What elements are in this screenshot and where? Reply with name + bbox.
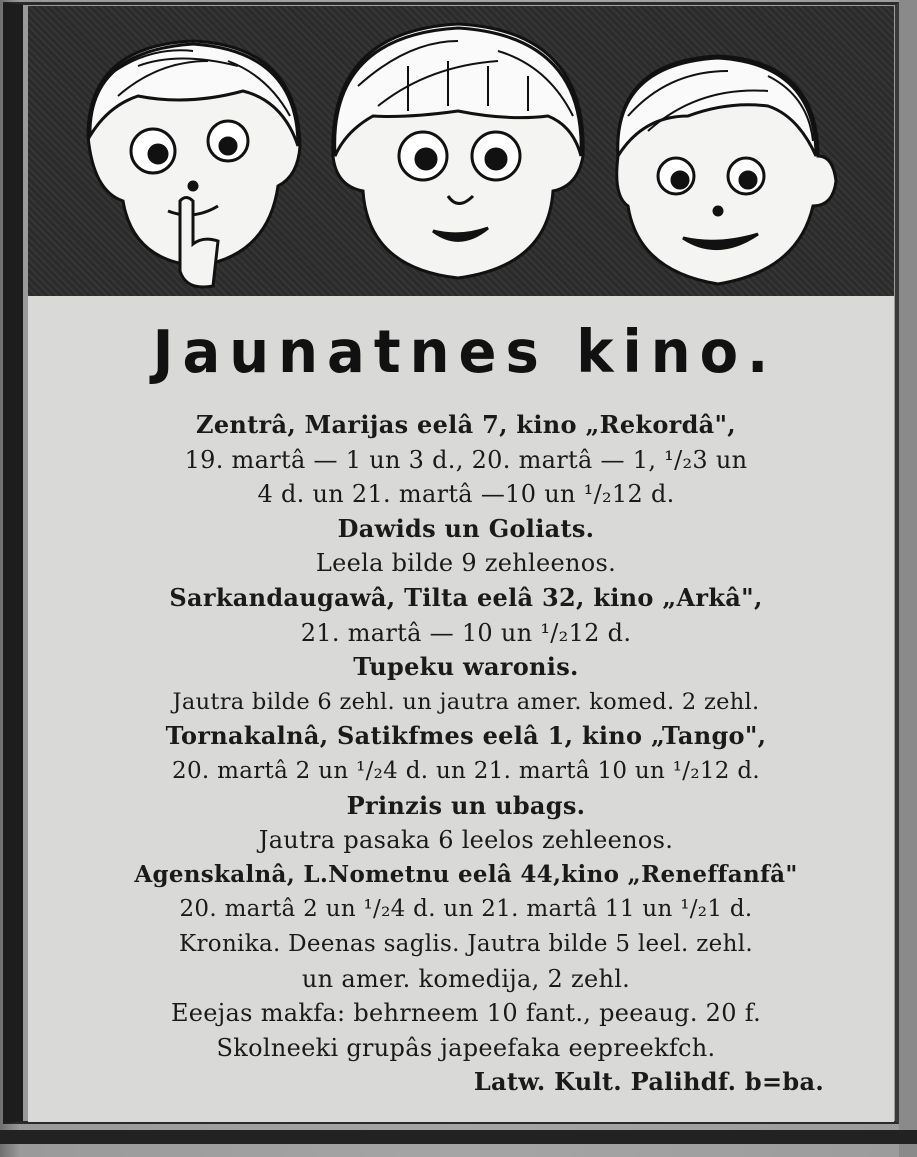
venue-line: Tornakalnâ, Satikfmes eelâ 1, kino „Tango", bbox=[165, 721, 767, 751]
boy-face-right bbox=[617, 56, 836, 284]
schedule-line: 20. martâ 2 un ¹/₂4 d. un 21. martâ 10 un ¹/₂12 d. bbox=[172, 757, 760, 784]
film-title: Tupeku waronis. bbox=[353, 652, 579, 682]
film-title: Dawids un Goliats. bbox=[337, 513, 595, 543]
admission-price: Eeejas makfa: behrneem 10 fant., peeaug. 20 f. bbox=[170, 999, 761, 1028]
page-edge bbox=[899, 0, 917, 1157]
program-line: Kronika. Deenas saglis. Jautra bilde 5 leel. zehl. bbox=[179, 930, 753, 957]
school-groups-note: Skolneeki grupâs japeefaka eepreekfch. bbox=[216, 1033, 716, 1062]
screening-schedule bbox=[68, 408, 864, 1100]
schedule-line: 4 d. un 21. martâ —10 un ¹/₂12 d. bbox=[257, 480, 675, 509]
schedule-line: 20. martâ 2 un ¹/₂4 d. un 21. martâ 11 un ¹/₂1 d. bbox=[179, 896, 753, 923]
organizer-signature: Latw. Kult. Palihdf. b=ba. bbox=[473, 1067, 824, 1097]
venue-line: Sarkandaugawâ, Tilta eelâ 32, kino „Arkâ", bbox=[169, 582, 763, 612]
girl-face-center bbox=[333, 24, 583, 278]
children-faces-illustration bbox=[28, 6, 894, 296]
headline-title: Jaunatnes kino. bbox=[152, 318, 778, 387]
illustration-banner bbox=[28, 6, 894, 296]
film-description: Jautra bilde 6 zehl. un jautra amer. komed. 2 zehl. bbox=[172, 688, 760, 715]
film-description: Jautra pasaka 6 leelos zehleenos. bbox=[258, 826, 674, 855]
schedule-line: 19. martâ — 1 un 3 d., 20. martâ — 1, ¹/₂3 un bbox=[184, 445, 748, 474]
film-description: Leela bilde 9 zehleenos. bbox=[315, 549, 617, 578]
bottom-rule bbox=[0, 1130, 917, 1144]
film-title: Prinzis un ubags. bbox=[346, 790, 586, 820]
venue-line: Zentrâ, Marijas eelâ 7, kino „Rekordâ", bbox=[196, 410, 736, 439]
venue-line: Agenskalnâ, L.Nometnu eelâ 44,kino „Reneffanfâ" bbox=[134, 860, 798, 888]
girl-face-left bbox=[88, 41, 300, 287]
schedule-line: 21. martâ — 10 un ¹/₂12 d. bbox=[300, 618, 632, 647]
program-line: un amer. komedija, 2 zehl. bbox=[301, 964, 631, 993]
